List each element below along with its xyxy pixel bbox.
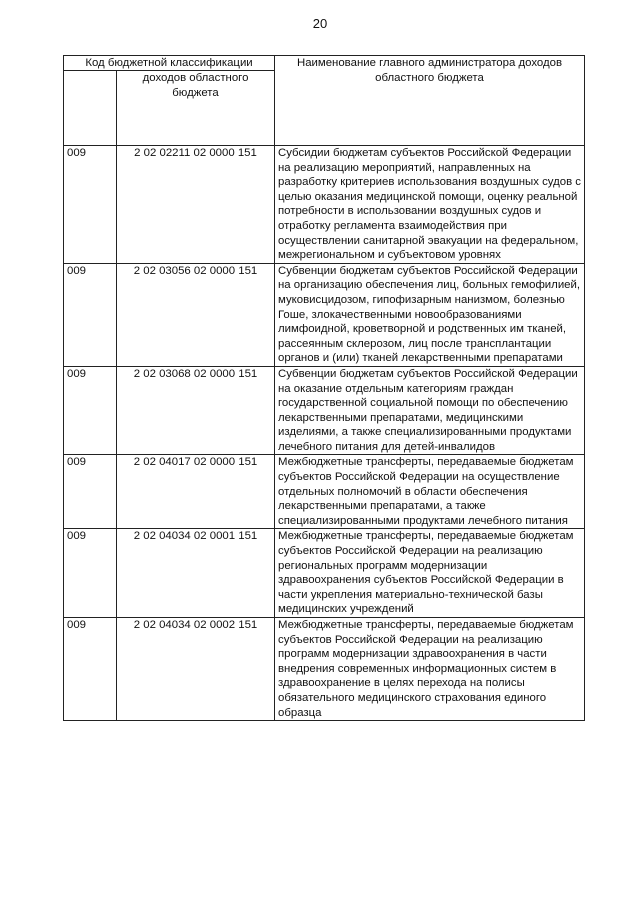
- description-cell: Межбюджетные трансферты, передаваемые бюджетам субъектов Российской Федерации на реализацию региональных программ модернизации здравоохранения субъектов Российской Федерации в части укрепления материально-технической базы медицинских учреждений: [275, 529, 585, 618]
- page-number: 20: [312, 16, 328, 31]
- income-code-cell: 2 02 04034 02 0002 151: [117, 618, 275, 721]
- description-cell: Субвенции бюджетам субъектов Российской Федерации на оказание отдельным категориям граждан государственной социальной помощи по обеспечению лекарственными препаратами, медицинскими изделиями, а также специализированными продуктами лечебного питания для детей-инвалидов: [275, 366, 585, 455]
- header-admin-code: [64, 71, 117, 146]
- income-code-cell: 2 02 03056 02 0000 151: [117, 263, 275, 366]
- table-row: [64, 146, 585, 264]
- admin-code-cell: 009: [64, 146, 117, 264]
- admin-code-cell: 009: [64, 455, 117, 529]
- income-code-cell: 2 02 04017 02 0000 151: [117, 455, 275, 529]
- header-budget-classification-code: Код бюджетной классификации: [64, 56, 275, 71]
- description-cell: Межбюджетные трансферты, передаваемые бюджетам субъектов Российской Федерации на реализацию программ модернизации здравоохранения в части внедрения современных информационных систем в здравоохранение в целях перехода на полисы обязательного медицинского страхования единого образца: [275, 618, 585, 721]
- description-cell: Субсидии бюджетам субъектов Российской Федерации на реализацию мероприятий, направленных на разработку критериев использования воздушных судов с целью оказания медицинской помощи, оценку реальной потребности в использовании воздушных судов и отработку регламента взаимодействия при осуществлении санитарной эвакуации на федеральном, межрегиональном и субъектовом уровнях: [275, 146, 585, 264]
- income-code-cell: 2 02 03068 02 0000 151: [117, 366, 275, 455]
- header-administrator-name: Наименование главного администратора доходов областного бюджета: [275, 56, 585, 146]
- description-cell: Субвенции бюджетам субъектов Российской Федерации на организацию обеспечения лиц, больных гемофилией, муковисцидозом, гипофизарным нанизмом, болезнью Гоше, злокачественными новообразованиями лимфоидной, кроветворной и родственных им тканей, рассеянным склерозом, лиц после трансплантации органов и (или) тканей лекарственными препаратами: [275, 263, 585, 366]
- admin-code-cell: 009: [64, 529, 117, 618]
- admin-code-cell: 009: [64, 366, 117, 455]
- table-row: [64, 618, 585, 721]
- table-row: [64, 529, 585, 618]
- table-row: [64, 263, 585, 366]
- table-row: [64, 366, 585, 455]
- header-income-code: доходов областного бюджета: [117, 71, 275, 146]
- admin-code-cell: 009: [64, 618, 117, 721]
- table-row: [64, 455, 585, 529]
- admin-code-cell: 009: [64, 263, 117, 366]
- income-code-cell: 2 02 04034 02 0001 151: [117, 529, 275, 618]
- budget-classification-table: [63, 55, 585, 721]
- description-cell: Межбюджетные трансферты, передаваемые бюджетам субъектов Российской Федерации на осуществление отдельных полномочий в области обеспечения лекарственными препаратами, а также специализированными продуктами лечебного питания: [275, 455, 585, 529]
- income-code-cell: 2 02 02211 02 0000 151: [117, 146, 275, 264]
